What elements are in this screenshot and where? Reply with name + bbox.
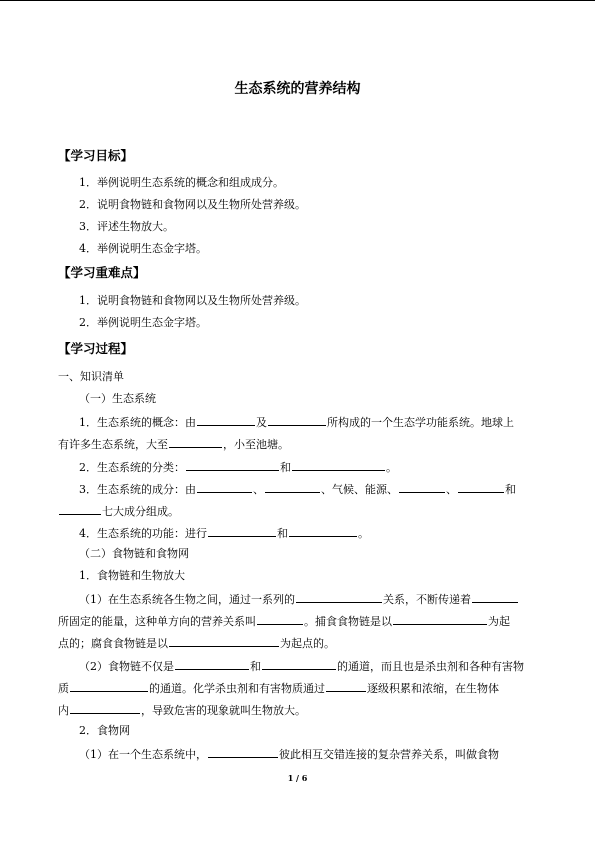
fill-blank[interactable] <box>289 525 357 537</box>
fill-blank[interactable] <box>472 591 518 603</box>
body-line: 3．生态系统的成分：由 、 、气候、能源、 、 和 <box>79 483 516 496</box>
body-line: 点的；腐食食物链是以 为起点的。 <box>58 637 335 650</box>
body-line: 质 的通道。化学杀虫剂和有害物质通过 逐级积累和浓缩，在生物体 <box>58 682 499 695</box>
body-line: 4．生态系统的功能：进行 和 。 <box>79 527 369 540</box>
body-line: 1．生态系统的概念：由 及 所构成的一个生态学功能系统。地球上 <box>79 416 514 429</box>
body-line: （一）生态系统 <box>79 392 156 405</box>
body-line: 2．食物网 <box>79 724 130 737</box>
fill-blank[interactable] <box>262 658 336 670</box>
body-line: 所固定的能量，这种单方向的营养关系叫 。捕食食物链是以 为起 <box>58 615 510 628</box>
fill-blank[interactable] <box>458 481 504 493</box>
fill-blank[interactable] <box>197 414 255 426</box>
goal-item: 1．举例说明生态系统的概念和组成成分。 <box>79 176 284 189</box>
fill-blank[interactable] <box>326 680 366 692</box>
body-line: 内 ，导致危害的现象就叫生物放大。 <box>58 704 306 717</box>
fill-blank[interactable] <box>257 613 303 625</box>
section-heading-goals: 【学习目标】 <box>58 148 134 163</box>
fill-blank[interactable] <box>59 503 101 515</box>
fill-blank[interactable] <box>169 436 222 448</box>
body-line: 一、知识清单 <box>58 370 124 383</box>
section-heading-key-points: 【学习重难点】 <box>58 265 146 280</box>
fill-blank[interactable] <box>265 481 320 493</box>
fill-blank[interactable] <box>399 481 445 493</box>
body-line: （二）食物链和食物网 <box>79 547 189 560</box>
fill-blank[interactable] <box>169 635 279 647</box>
body-line: （1）在生态系统各生物之间，通过一系列的 关系，不断传递着 <box>79 591 519 607</box>
body-line: 七大成分组成。 <box>58 503 179 519</box>
body-line: （1）在一个生态系统中， 彼此相互交错连接的复杂营养关系，叫做食物 <box>79 748 499 761</box>
fill-blank[interactable] <box>70 680 148 692</box>
top-rule <box>0 0 595 1</box>
fill-blank[interactable] <box>208 746 278 758</box>
key-point-item: 2．举例说明生态金字塔。 <box>79 316 207 329</box>
fill-blank[interactable] <box>208 525 276 537</box>
body-line: 有许多生态系统，大至 ，小至池塘。 <box>58 438 289 451</box>
fill-blank[interactable] <box>296 591 382 603</box>
fill-blank[interactable] <box>292 459 385 471</box>
goal-item: 2．说明食物链和食物网以及生物所处营养级。 <box>79 198 306 211</box>
body-line: 2．生态系统的分类： 和 。 <box>79 461 397 474</box>
body-line: （2）食物链不仅是 和 的通道，而且也是杀虫剂和各种有害物 <box>79 660 524 673</box>
key-point-item: 1．说明食物链和食物网以及生物所处营养级。 <box>79 294 306 307</box>
page-title: 生态系统的营养结构 <box>234 81 361 97</box>
goal-item: 4．举例说明生态金字塔。 <box>79 242 207 255</box>
section-heading-process: 【学习过程】 <box>58 341 134 356</box>
fill-blank[interactable] <box>268 414 326 426</box>
fill-blank[interactable] <box>393 613 487 625</box>
fill-blank[interactable] <box>70 702 140 714</box>
fill-blank[interactable] <box>186 459 279 471</box>
page-number: 1 / 6 <box>287 773 308 783</box>
fill-blank[interactable] <box>197 481 252 493</box>
fill-blank[interactable] <box>175 658 249 670</box>
goal-item: 3．评述生物放大。 <box>79 220 174 233</box>
body-line: 1．食物链和生物放大 <box>79 569 185 582</box>
